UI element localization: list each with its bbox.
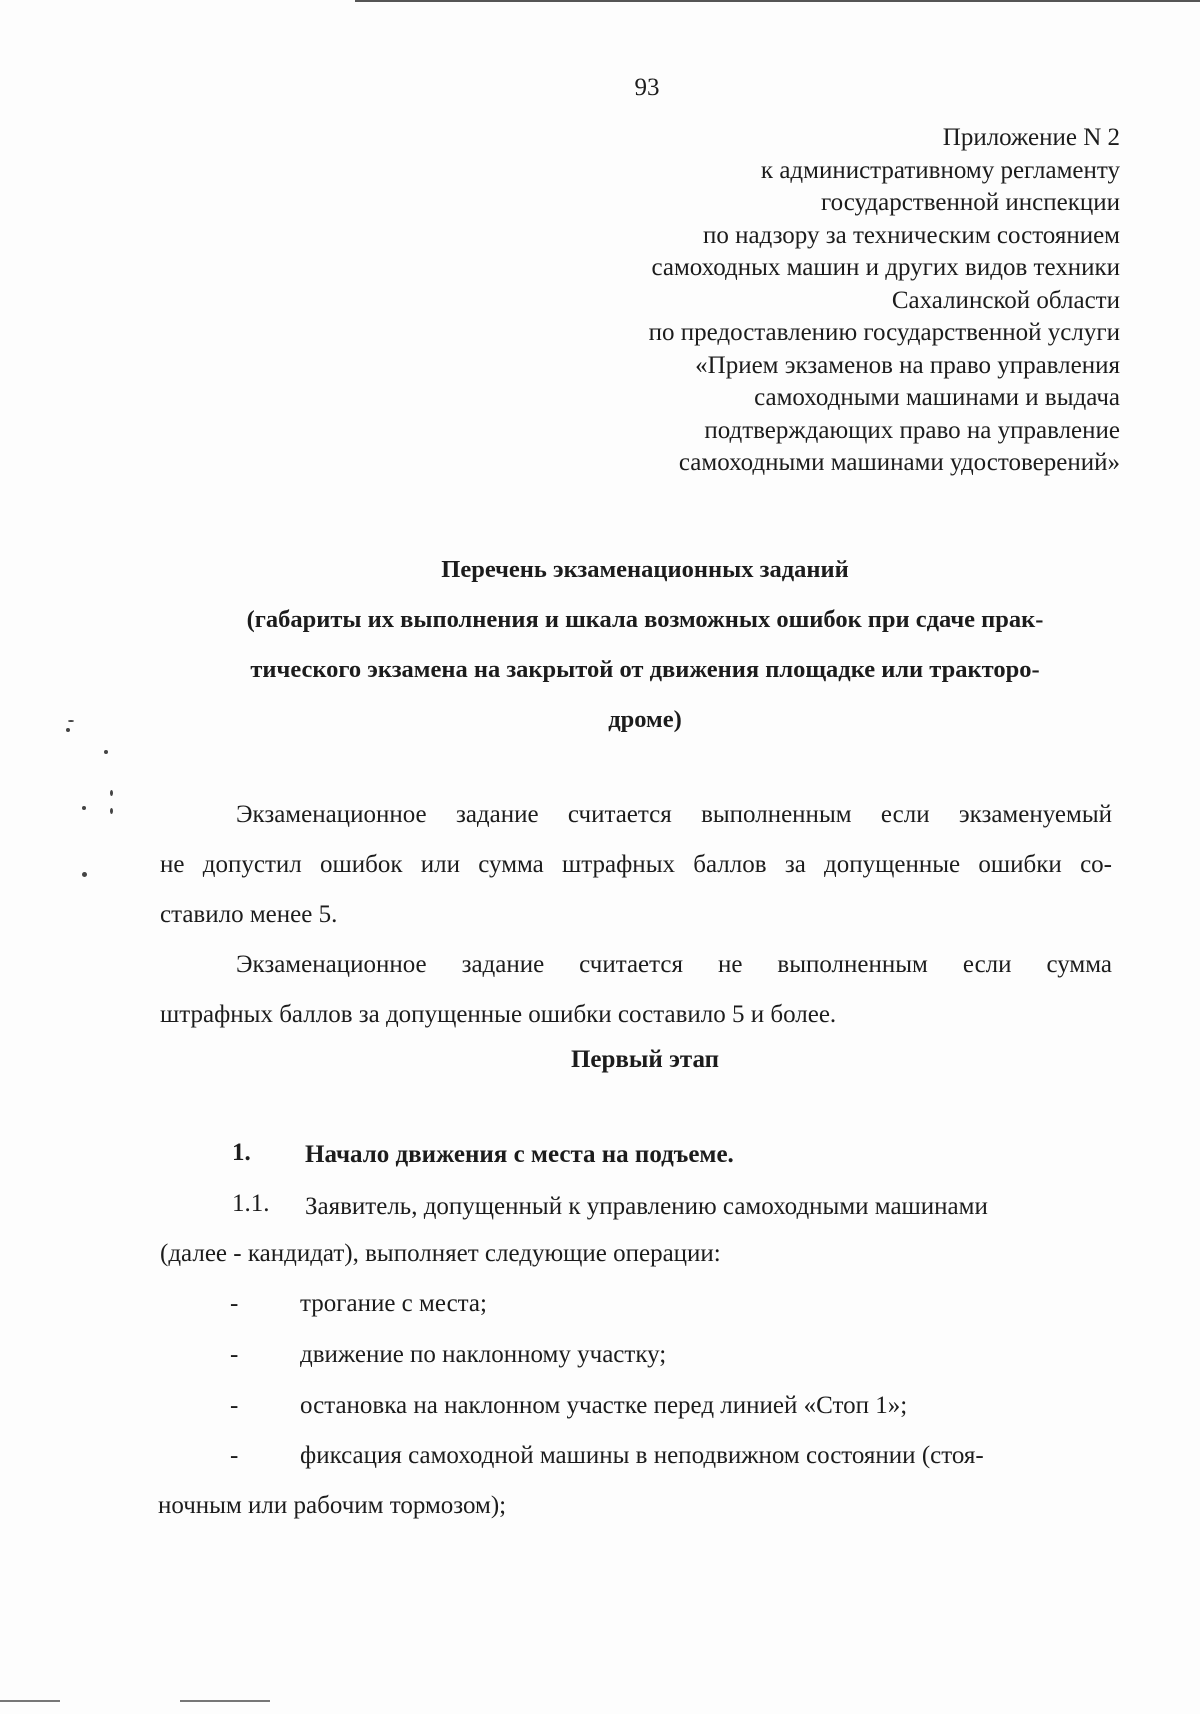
appendix-line: к административному регламенту bbox=[760, 156, 1120, 184]
appendix-line: подтверждающих право на управление bbox=[704, 416, 1120, 444]
operation-continuation: ночным или рабочим тормозом); bbox=[158, 1492, 507, 1519]
appendix-line: по надзору за техническим состоянием bbox=[702, 221, 1120, 249]
appendix-line: по предоставлению государственной услуги bbox=[648, 319, 1120, 346]
appendix-line: Приложение N 2 bbox=[942, 124, 1120, 151]
document-title bbox=[160, 545, 1130, 745]
operation-text: остановка на наклонном участке перед линией «Стоп 1»; bbox=[300, 1392, 908, 1419]
scan-speck bbox=[82, 872, 87, 877]
operation-text: движение по наклонному участку; bbox=[300, 1341, 667, 1368]
title-line: дроме) bbox=[608, 706, 682, 733]
page-number: 93 bbox=[634, 74, 660, 101]
item-1-1-line-2: (далее - кандидат), выполняет следующие операции: bbox=[160, 1240, 721, 1267]
appendix-header bbox=[649, 122, 1120, 480]
appendix-line: государственной инспекции bbox=[820, 189, 1120, 216]
paragraph-1-line-1: Экзаменационное задание считается выполненным если экзаменуемый bbox=[236, 801, 1112, 828]
operation-item bbox=[230, 1290, 487, 1318]
appendix-line: Сахалинской области bbox=[891, 286, 1120, 314]
scan-speck bbox=[82, 806, 86, 810]
item-1-1-number: 1.1. bbox=[232, 1190, 270, 1217]
operation-item bbox=[230, 1442, 984, 1470]
stage-title: Первый этап bbox=[570, 1046, 720, 1073]
scan-speck bbox=[66, 728, 70, 732]
scan-speck bbox=[110, 790, 113, 796]
operation-item bbox=[230, 1392, 907, 1420]
paragraph-2-line-1: Экзаменационное задание считается не выполненным если сумма bbox=[236, 951, 1112, 978]
list-dash: - bbox=[230, 1341, 239, 1368]
title-line: Перечень экзаменационных заданий bbox=[441, 556, 849, 583]
scan-bottom-edge bbox=[0, 1700, 60, 1702]
scan-bottom-edge bbox=[180, 1700, 270, 1702]
operation-text: трогание с места; bbox=[300, 1290, 487, 1317]
item-1-title: Начало движения с места на подъеме. bbox=[305, 1141, 734, 1168]
scan-speck bbox=[110, 808, 113, 814]
title-line: (габариты их выполнения и шкала возможных ошибок при сдаче прак- bbox=[246, 606, 1044, 633]
scan-top-edge bbox=[355, 0, 1200, 2]
paragraph-1-line-3: ставило менее 5. bbox=[160, 901, 338, 928]
paragraph-2-line-2: штрафных баллов за допущенные ошибки составило 5 и более. bbox=[160, 1001, 837, 1028]
appendix-line: самоходными машинами и выдача bbox=[754, 384, 1120, 411]
list-dash: - bbox=[230, 1290, 239, 1317]
appendix-line: «Прием экзаменов на право управления bbox=[695, 351, 1120, 379]
operation-item bbox=[230, 1341, 666, 1369]
scan-speck bbox=[104, 750, 108, 754]
appendix-line: самоходных машин и других видов техники bbox=[651, 254, 1120, 281]
item-1-1-line-1: Заявитель, допущенный к управлению самоходными машинами bbox=[305, 1193, 988, 1220]
list-dash: - bbox=[230, 1392, 239, 1419]
paragraph-1-line-2: не допустил ошибок или сумма штрафных баллов за допущенные ошибки со- bbox=[160, 851, 1112, 878]
appendix-line: самоходными машинами удостоверений» bbox=[678, 449, 1120, 476]
title-line: тического экзамена на закрытой от движения площадке или тракторо- bbox=[250, 656, 1040, 683]
item-1-number: 1. bbox=[232, 1139, 251, 1166]
list-dash: - bbox=[230, 1442, 239, 1469]
operation-text: фиксация самоходной машины в неподвижном состоянии (стоя- bbox=[300, 1442, 984, 1469]
scan-speck bbox=[68, 720, 74, 722]
